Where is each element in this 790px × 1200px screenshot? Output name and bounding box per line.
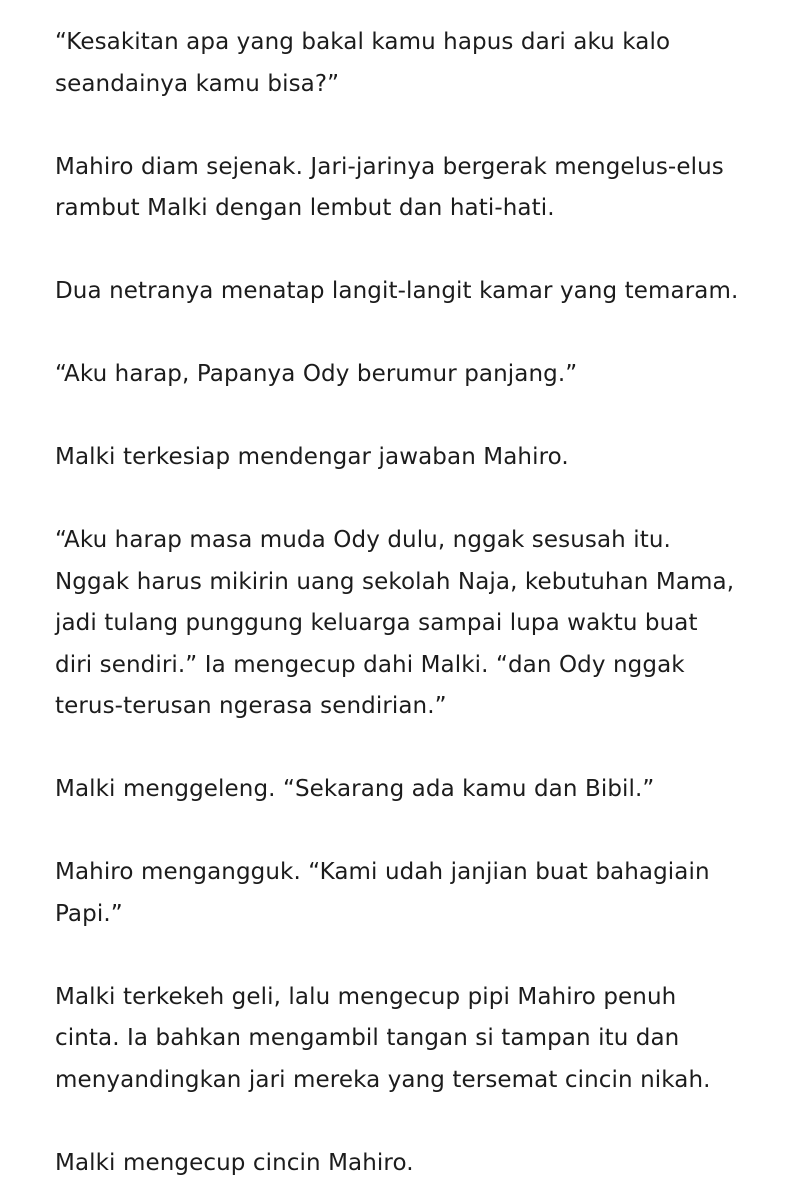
paragraph-8: Mahiro mengangguk. “Kami udah janjian buat bahagiain Papi.” — [55, 859, 710, 927]
paragraph-6: “Aku harap masa muda Ody dulu, nggak sesusah itu. Nggak harus mikirin uang sekolah Naja, kebutuhan Mama, jadi tulang punggung keluarga sampai lupa waktu buat diri sendiri.” Ia mengecup dahi Malki. “dan Ody nggak terus-terusan ngerasa sendirian.” — [55, 527, 735, 719]
paragraph-4: “Aku harap, Papanya Ody berumur panjang.” — [55, 361, 578, 387]
paragraph-9: Malki terkekeh geli, lalu mengecup pipi Mahiro penuh cinta. Ia bahkan mengambil tangan si tampan itu dan menyandingkan jari mereka yang tersemat cincin nikah. — [55, 983, 711, 1093]
paragraph-3: Dua netranya menatap langit-langit kamar yang temaram. — [55, 278, 739, 304]
paragraph-1: “Kesakitan apa yang bakal kamu hapus dari aku kalo seandainya kamu bisa?” — [55, 29, 671, 97]
paragraph-5: Malki terkesiap mendengar jawaban Mahiro. — [55, 444, 569, 470]
paragraph-7: Malki menggeleng. “Sekarang ada kamu dan Bibil.” — [55, 776, 655, 802]
paragraph-10: Malki mengecup cincin Mahiro. — [55, 1149, 414, 1176]
paragraph-2: Mahiro diam sejenak. Jari-jarinya bergerak mengelus-elus rambut Malki dengan lembut dan hati-hati. — [55, 153, 724, 221]
